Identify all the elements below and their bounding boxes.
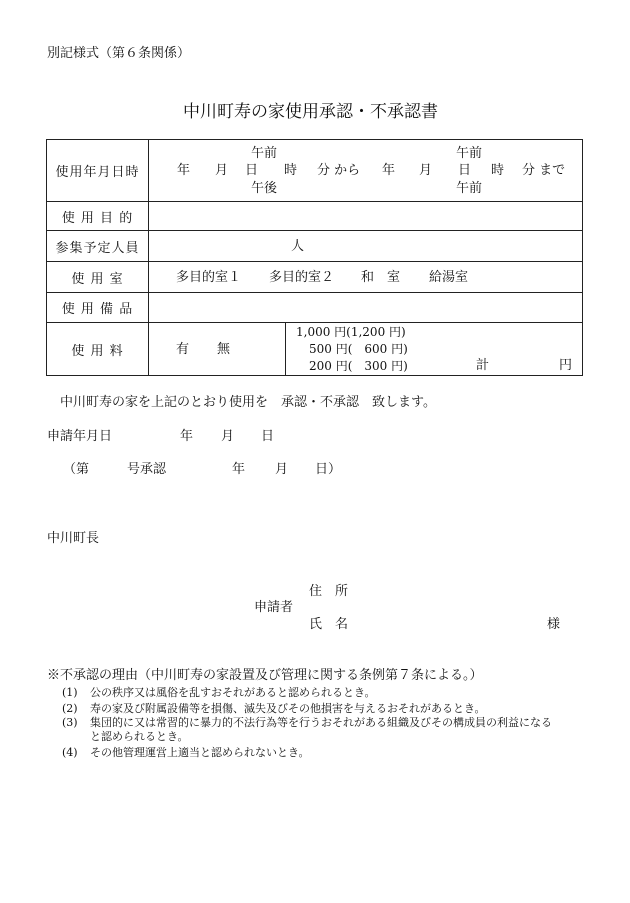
room-option-1[interactable]: 多目的室１ <box>176 270 242 285</box>
label-equipment: 使 用 備 品 <box>47 293 149 323</box>
reason-num: (2) <box>62 702 78 715</box>
label-datetime: 使用年月日時 <box>47 140 149 202</box>
am-end-bottom: 午前 <box>456 181 483 196</box>
reason-text: 公の秩序又は風俗を乱すおそれがあると認められるとき。 <box>90 686 376 699</box>
fee-yes[interactable]: 有 <box>176 342 190 357</box>
fee-total-label: 計 <box>476 358 490 373</box>
am-end-top: 午前 <box>456 146 483 161</box>
reason-text: 寿の家及び附属設備等を損傷、滅失及びその他損害を与えるおそれがあるとき。 <box>90 702 486 715</box>
hour-start: 時 <box>284 163 298 178</box>
approval-year[interactable]: 年 <box>232 462 246 477</box>
approval-prefix: （第 <box>63 462 90 477</box>
day-start: 日 <box>245 163 259 178</box>
apply-month[interactable]: 月 <box>221 429 235 444</box>
room-option-4[interactable]: 給湯室 <box>429 270 469 285</box>
label-attendees: 参集予定人員 <box>47 231 149 262</box>
reason-num: (1) <box>62 686 78 699</box>
reason-text: と認められるとき。 <box>90 730 189 743</box>
row-datetime <box>47 140 583 202</box>
year-start: 年 <box>177 163 191 178</box>
fee-rate-1: 1,000 円(1,200 円) <box>296 325 406 339</box>
mayor-label: 中川町長 <box>47 531 100 546</box>
fee-total-yen: 円 <box>559 358 573 373</box>
minute-from: 分 から <box>317 163 361 178</box>
datetime-field[interactable] <box>149 140 583 202</box>
apply-day[interactable]: 日 <box>261 429 275 444</box>
attendees-unit: 人 <box>291 239 305 254</box>
row-room <box>47 262 583 293</box>
attendees-field[interactable] <box>149 231 583 262</box>
reason-num: (3) <box>62 716 78 729</box>
label-purpose: 使 用 目 的 <box>47 202 149 231</box>
year-end: 年 <box>382 163 396 178</box>
purpose-field[interactable] <box>149 202 583 231</box>
reason-text: その他管理運営上適当と認められないとき。 <box>90 746 310 759</box>
approval-number[interactable]: 号承認 <box>127 462 167 477</box>
pm-start: 午後 <box>251 181 278 196</box>
applicant-label: 申請者 <box>254 600 294 615</box>
reason-text: 集団的に又は常習的に暴力的不法行為等を行うおそれがある組織及びその構成員の利益になる <box>90 716 552 729</box>
apply-year[interactable]: 年 <box>180 429 194 444</box>
room-field[interactable] <box>149 262 583 293</box>
row-fee <box>47 323 583 376</box>
room-option-2[interactable]: 多目的室２ <box>269 270 335 285</box>
approval-day[interactable]: 日） <box>315 462 342 477</box>
fee-no[interactable]: 無 <box>217 342 231 357</box>
fee-divider <box>285 322 286 375</box>
am-start: 午前 <box>251 146 278 161</box>
label-fee: 使 用 料 <box>47 323 149 376</box>
day-end: 日 <box>458 163 472 178</box>
approval-month[interactable]: 月 <box>275 462 289 477</box>
name-label: 氏 名 <box>309 617 349 632</box>
equipment-field[interactable] <box>149 293 583 323</box>
row-equipment <box>47 293 583 323</box>
form-reference: 別記様式（第６条関係） <box>47 46 191 61</box>
approval-statement: 中川町寿の家を上記のとおり使用を 承認・不承認 致します。 <box>60 395 436 410</box>
month-start: 月 <box>215 163 229 178</box>
apply-date-label: 申請年月日 <box>47 429 113 444</box>
address-label: 住 所 <box>309 584 349 599</box>
fee-rate-3: 200 円( 300 円) <box>309 359 408 373</box>
fee-field[interactable] <box>149 323 583 376</box>
row-purpose <box>47 202 583 231</box>
reasons-heading: ※不承認の理由（中川町寿の家設置及び管理に関する条例第７条による。） <box>47 668 483 683</box>
page-title: 中川町寿の家使用承認・不承認書 <box>183 102 438 122</box>
month-end: 月 <box>419 163 433 178</box>
hour-end: 時 <box>491 163 505 178</box>
reason-num: (4) <box>62 746 78 759</box>
row-attendees <box>47 231 583 262</box>
fee-rate-2: 500 円( 600 円) <box>309 342 408 356</box>
label-room: 使 用 室 <box>47 262 149 293</box>
minute-until: 分 まで <box>522 163 566 178</box>
usage-form-table <box>46 139 583 376</box>
room-option-3[interactable]: 和 室 <box>361 270 401 285</box>
honorific-sama: 様 <box>547 617 561 632</box>
